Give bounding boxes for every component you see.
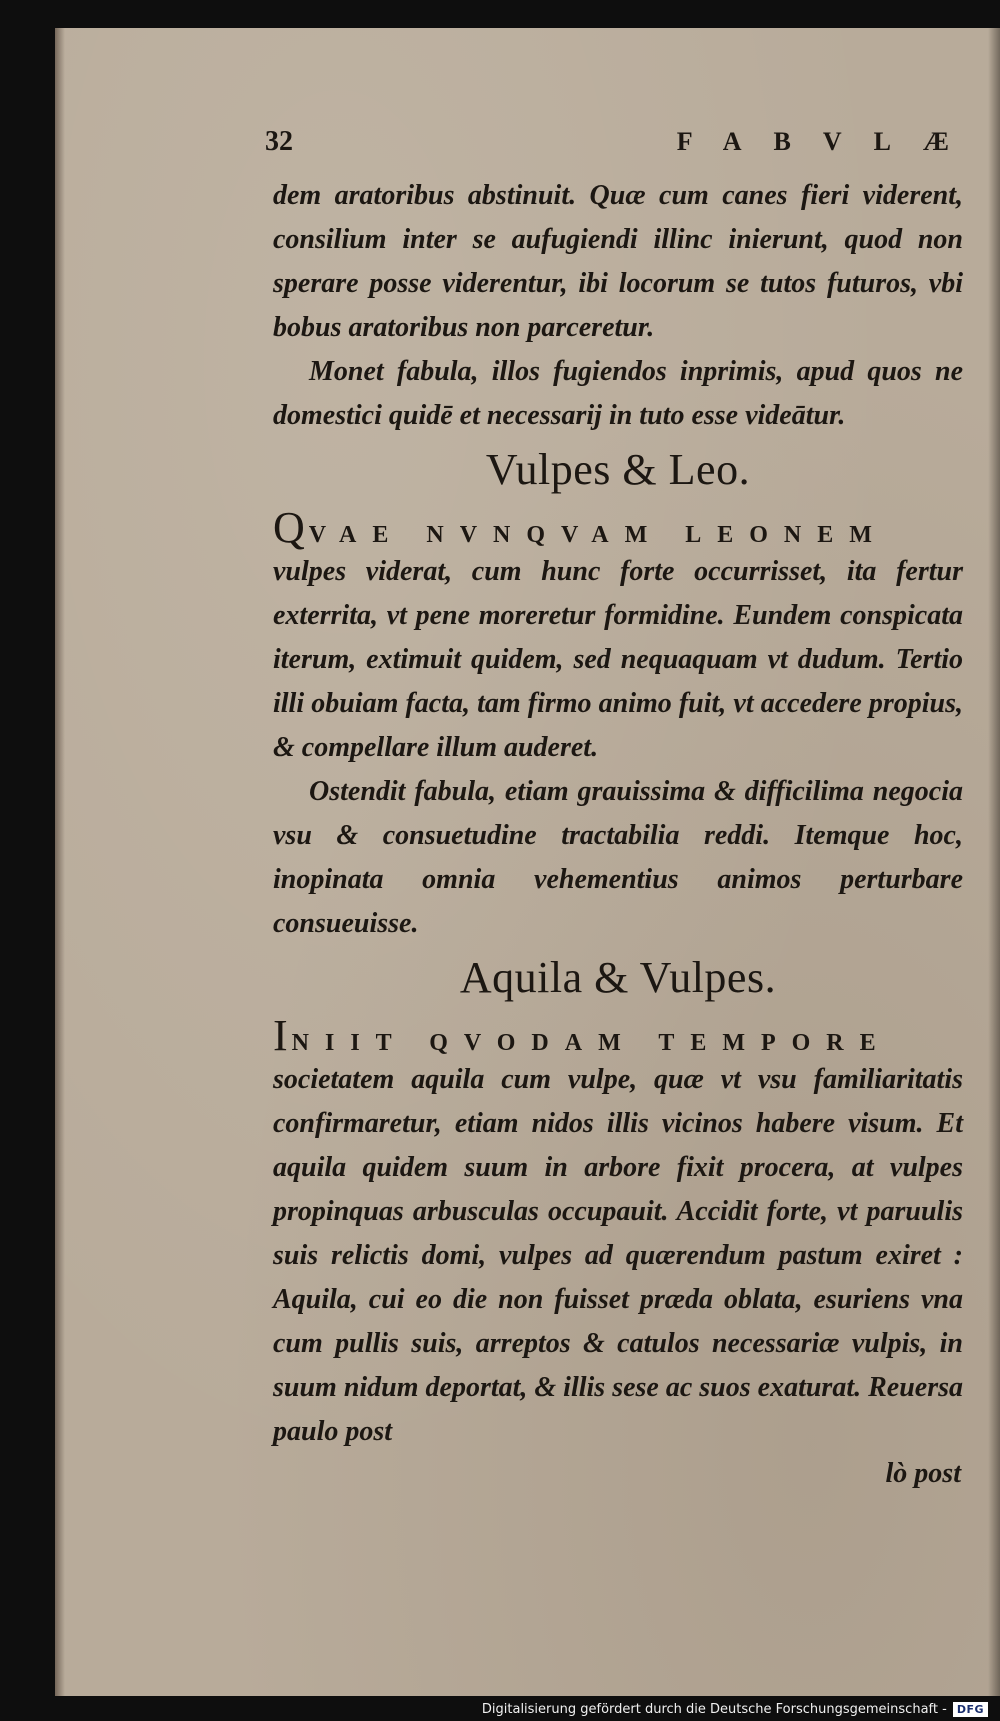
catchword: lò post xyxy=(885,1458,961,1489)
digitization-footer xyxy=(482,1702,988,1717)
initial-capital: I xyxy=(273,1011,292,1060)
footer-credit: Digitalisierung gefördert durch die Deutsche Forschungsgemeinschaft - xyxy=(481,1702,947,1717)
opening-line-aquila-vulpes xyxy=(273,1011,963,1060)
preceding-fable-moral: Monet fabula, illos fugiendos inprimis, apud quos ne domestici quidē et necessarij in tuto esse videātur. xyxy=(273,356,963,431)
fable-body-vulpes-leo: vulpes viderat, cum hunc forte occurrisset, ita fertur exterrita, vt pene moreretur formidine. Eundem conspicata iterum, extimuit quidem, sed nequaquam vt dudum. Tertio illi obuiam facta, tam firmo animo fuit, vt accedere propius, & compellare illum auderet. xyxy=(273,556,963,763)
page-number: 32 xyxy=(265,126,293,157)
preceding-fable-body: dem aratoribus abstinuit. Quæ cum canes fieri viderent, consilium inter se aufugiendi illinc inierunt, quod non sperare posse viderentur, ibi locorum se tutos futuros, vbi bobus aratoribus non parceretur. xyxy=(273,180,963,343)
opening-smallcaps: NIIT QVODAM TEMPORE xyxy=(291,1030,892,1056)
page-edge-shadow xyxy=(988,28,1000,1696)
running-head: FABVLÆ xyxy=(676,127,981,156)
page-spine-shadow xyxy=(55,28,65,1696)
page-header xyxy=(265,126,981,174)
opening-line-vulpes-leo xyxy=(273,503,963,552)
fable-title-vulpes-leo: Vulpes & Leo. xyxy=(485,445,751,494)
fable-title-aquila-vulpes: Aquila & Vulpes. xyxy=(459,953,777,1002)
text-block xyxy=(265,126,981,1494)
opening-smallcaps: VAE NVNQVAM LEONEM xyxy=(308,522,888,548)
dfg-logo: DFG xyxy=(953,1702,988,1717)
fable-body-aquila-vulpes: societatem aquila cum vulpe, quæ vt vsu familiaritatis confirmaretur, etiam nidos illis vicinos habere visum. Et aquila quidem suum in arbore fixit procera, at vulpes propinquas arbusculas occupauit. Accidit forte, vt paruulis suis relictis domi, vulpes ad quærendum pastum exiret : Aquila, cui eo die non fuisset præda oblata, esuriens vna cum pullis suis, arreptos & catulos necessariæ vulpis, in suum nidum deportat, & illis sese ac suos exaturat. Reuersa paulo post xyxy=(273,1064,963,1447)
initial-capital: Q xyxy=(273,503,309,552)
fable-moral-vulpes-leo: Ostendit fabula, etiam grauissima & difficilima negocia vsu & consuetudine tractabilia reddi. Itemque hoc, inopinata omnia vehementius animos perturbare consueuisse. xyxy=(273,776,963,939)
book-page xyxy=(55,28,1000,1696)
